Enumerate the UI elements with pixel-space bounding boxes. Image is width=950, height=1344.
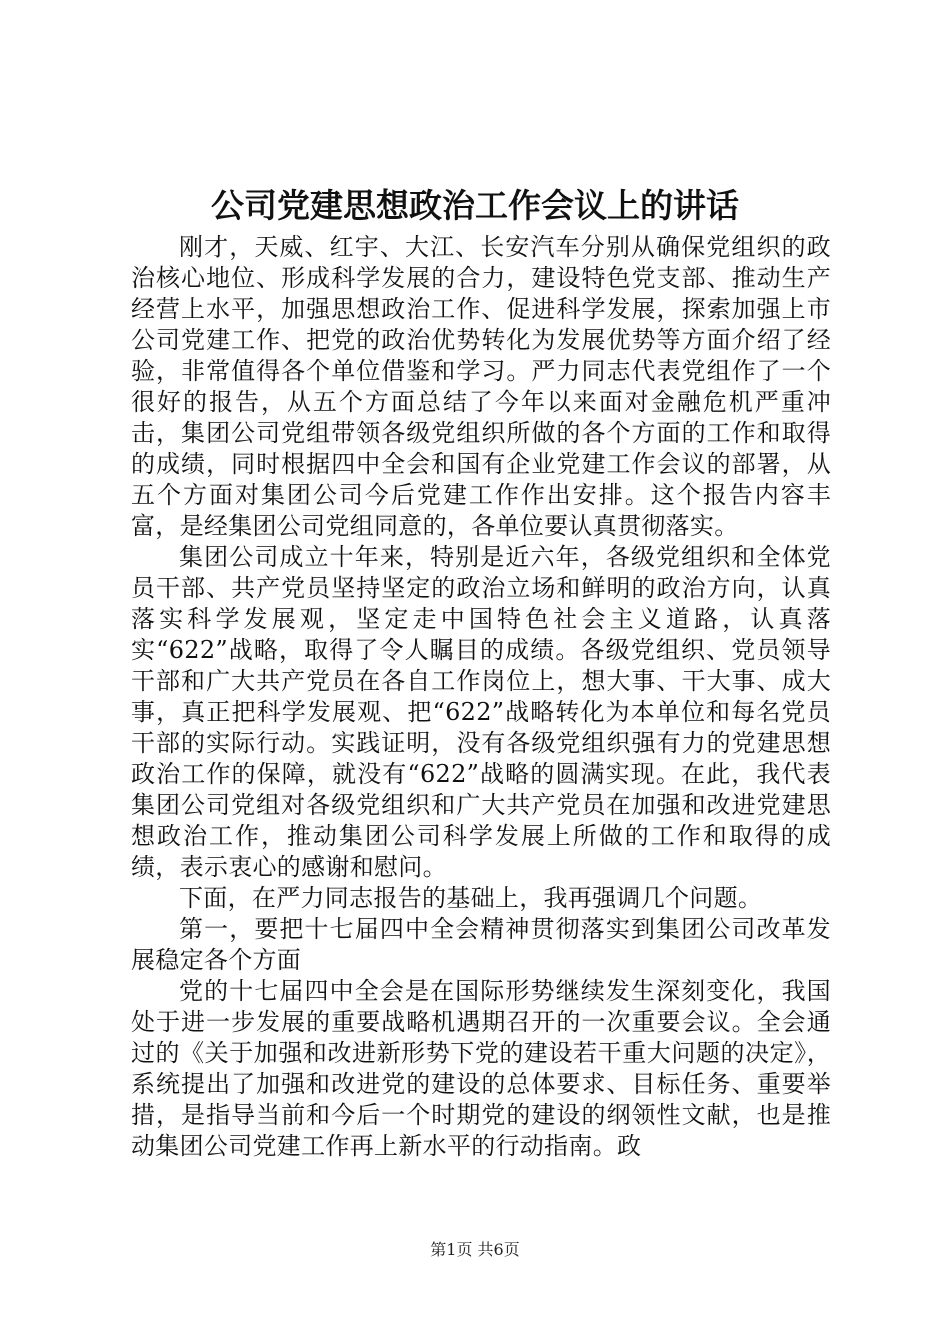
paragraph: 下面，在严力同志报告的基础上，我再强调几个问题。 (179, 884, 763, 912)
page-number-footer: 第1页 共6页 (430, 1240, 520, 1259)
paragraph: 党的十七届四中全会是在国际形势继续发生深刻变化，我国处于进一步发展的重要战略机遇期召开的一次重要会议。全会通过的《关于加强和改进新形势下党的建设若干重大问题的决定》，系统提出了加强和改进党的建设的总体要求、目标任务、重要举措，是指导当前和今后一个时期党的建设的纲领性文献，也是推动集团公司党建工作再上新水平的行动指南。政 (131, 977, 831, 1160)
paragraph: 第一，要把十七届四中全会精神贯彻落实到集团公司改革发展稳定各个方面 (131, 915, 831, 974)
document-body (131, 232, 831, 1162)
document-title: 公司党建思想政治工作会议上的讲话 (211, 186, 739, 225)
paragraph: 集团公司成立十年来，特别是近六年，各级党组织和全体党员干部、共产党员坚持坚定的政治立场和鲜明的政治方向，认真落实科学发展观，坚定走中国特色社会主义道路，认真落实“622”战略，取得了令人瞩目的成绩。各级党组织、党员领导干部和广大共产党员在各自工作岗位上，想大事、干大事、成大事，真正把科学发展观、把“622”战略转化为本单位和每名党员干部的实际行动。实践证明，没有各级党组织强有力的党建思想政治工作的保障，就没有“622”战略的圆满实现。在此，我代表集团公司党组对各级党组织和广大共产党员在加强和改进党建思想政治工作，推动集团公司科学发展上所做的工作和取得的成绩，表示衷心的感谢和慰问。 (131, 543, 831, 881)
paragraph: 刚才，天威、红宇、大江、长安汽车分别从确保党组织的政治核心地位、形成科学发展的合力，建设特色党支部、推动生产经营上水平，加强思想政治工作、促进科学发展，探索加强上市公司党建工作、把党的政治优势转化为发展优势等方面介绍了经验，非常值得各个单位借鉴和学习。严力同志代表党组作了一个很好的报告，从五个方面总结了今年以来面对金融危机严重冲击，集团公司党组带领各级党组织所做的各个方面的工作和取得的成绩，同时根据四中全会和国有企业党建工作会议的部署，从五个方面对集团公司今后党建工作作出安排。这个报告内容丰富，是经集团公司党组同意的，各单位要认真贯彻落实。 (131, 233, 831, 540)
